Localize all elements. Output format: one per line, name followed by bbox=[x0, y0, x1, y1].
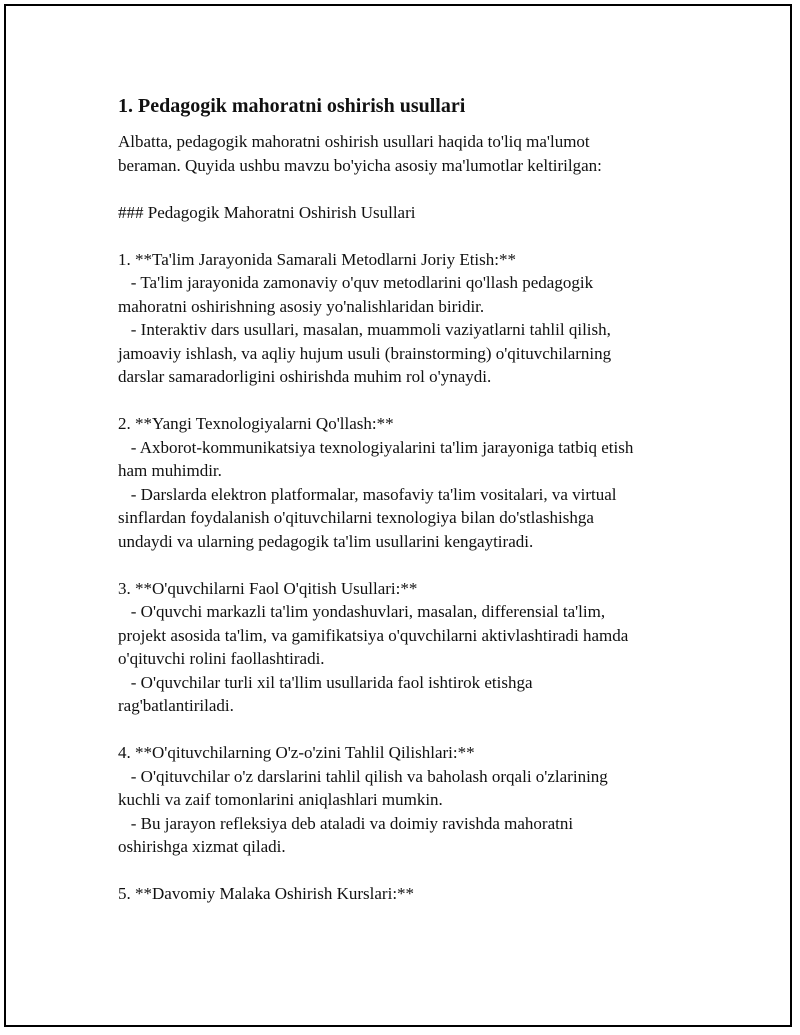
text-line: projekt asosida ta'lim, va gamifikatsiya o'quvchilarni aktivlashtiradi hamda bbox=[118, 625, 629, 645]
document-text bbox=[118, 130, 698, 906]
text-line: oshirishga xizmat qiladi. bbox=[118, 837, 286, 856]
text-line: 4. **O'qituvchilarning O'z-o'zini Tahlil Qilishlari:** bbox=[118, 743, 475, 762]
text-line: ham muhimdir. bbox=[118, 461, 222, 480]
text-line: - O'quvchilar turli xil ta'llim usullarida faol ishtirok etishga bbox=[118, 672, 533, 692]
text-line: - Bu jarayon refleksiya deb ataladi va doimiy ravishda mahoratni bbox=[118, 813, 574, 833]
text-line: - O'quvchi markazli ta'lim yondashuvlari, masalan, differensial ta'lim, bbox=[118, 602, 606, 621]
text-line: 5. **Davomiy Malaka Oshirish Kurslari:** bbox=[118, 884, 415, 903]
text-line: jamoaviy ishlash, va aqliy hujum usuli (brainstorming) o'qituvchilarning bbox=[118, 343, 612, 363]
text-line: - Ta'lim jarayonida zamonaviy o'quv metodlarini qo'llash pedagogik bbox=[118, 273, 594, 292]
text-line: undaydi va ularning pedagogik ta'lim usullarini kengaytiradi. bbox=[118, 531, 534, 551]
text-line: ### Pedagogik Mahoratni Oshirish Usullari bbox=[118, 202, 416, 222]
text-line: rag'batlantiriladi. bbox=[118, 696, 234, 715]
text-line: - Interaktiv dars usullari, masalan, muammoli vaziyatlarni tahlil qilish, bbox=[118, 320, 611, 339]
text-line: mahoratni oshirishning asosiy yo'nalishlaridan biridir. bbox=[118, 296, 485, 316]
document-body bbox=[118, 92, 698, 906]
text-line: kuchli va zaif tomonlarini aniqlashlari mumkin. bbox=[118, 790, 443, 809]
blank-line bbox=[118, 859, 698, 883]
text-line: o'qituvchi rolini faollashtiradi. bbox=[118, 649, 325, 668]
text-line: 1. **Ta'lim Jarayonida Samarali Metodlarni Joriy Etish:** bbox=[118, 249, 516, 269]
text-line: darslar samaradorligini oshirishda muhim rol o'ynaydi. bbox=[118, 367, 492, 386]
text-line: - Darslarda elektron platformalar, masofaviy ta'lim vositalari, va virtual bbox=[118, 484, 617, 504]
text-line: sinflardan foydalanish o'qituvchilarni texnologiya bilan do'stlashishga bbox=[118, 508, 594, 527]
text-line: - O'qituvchilar o'z darslarini tahlil qilish va baholash orqali o'zlarining bbox=[118, 766, 608, 786]
blank-line bbox=[118, 224, 698, 248]
blank-line bbox=[118, 177, 698, 201]
blank-line bbox=[118, 389, 698, 413]
blank-line bbox=[118, 718, 698, 742]
blank-line bbox=[118, 553, 698, 577]
text-line: 2. **Yangi Texnologiyalarni Qo'llash:** bbox=[118, 414, 394, 433]
text-line: - Axborot-kommunikatsiya texnologiyalarini ta'lim jarayoniga tatbiq etish bbox=[118, 437, 634, 457]
document-title: 1. Pedagogik mahoratni oshirish usullari bbox=[118, 95, 466, 117]
text-line: beraman. Quyida ushbu mavzu bo'yicha asosiy ma'lumotlar keltirilgan: bbox=[118, 155, 602, 175]
text-line: 3. **O'quvchilarni Faol O'qitish Usullari:** bbox=[118, 578, 418, 598]
text-line: Albatta, pedagogik mahoratni oshirish usullari haqida to'liq ma'lumot bbox=[118, 132, 590, 151]
